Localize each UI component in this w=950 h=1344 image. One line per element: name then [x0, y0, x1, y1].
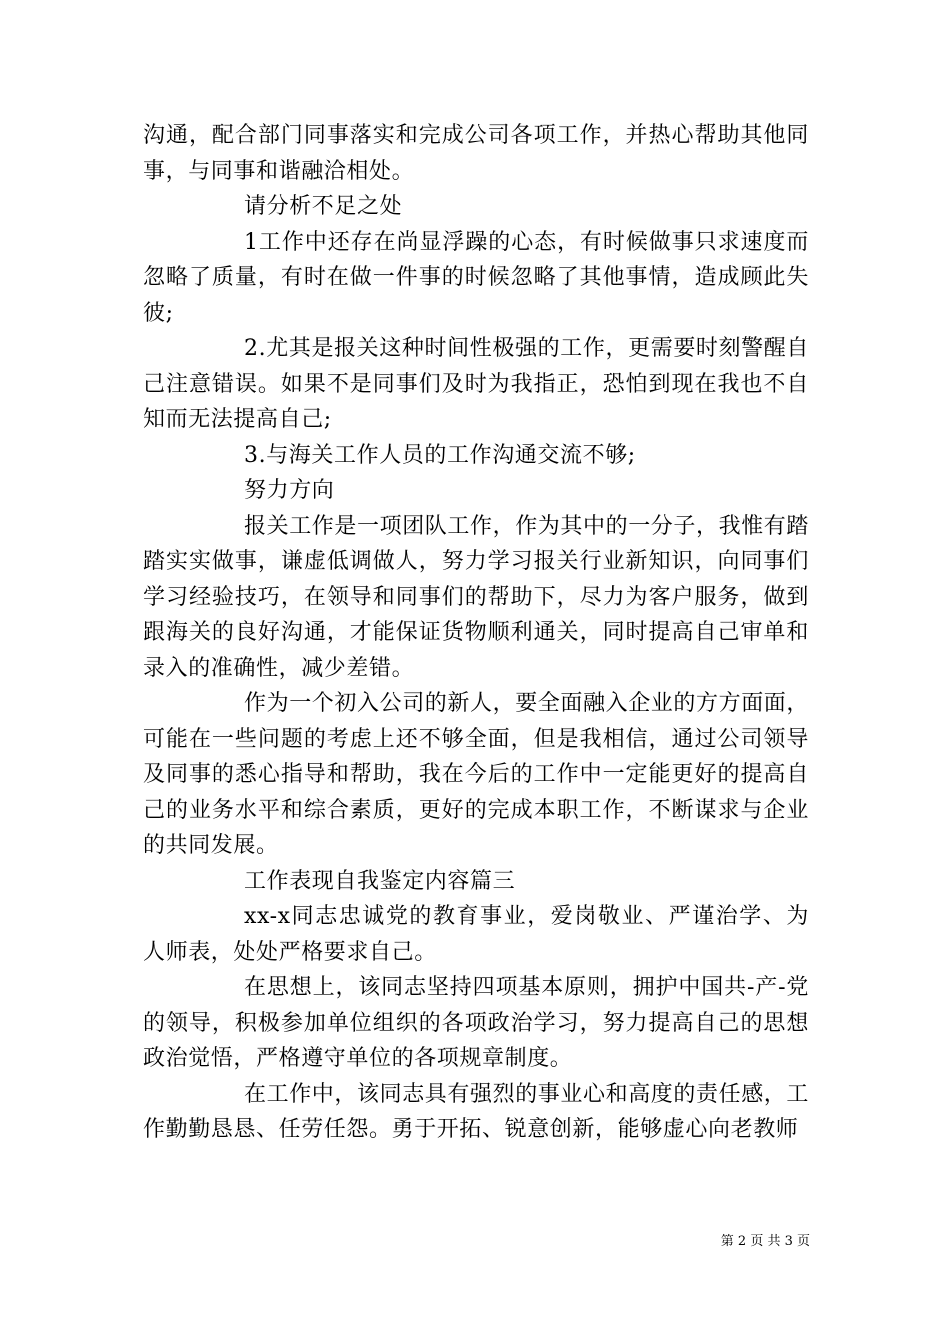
paragraph-work: 在工作中，该同志具有强烈的事业心和高度的责任感，工作勤勤恳恳、任劳任怨。勇于开拓、锐意创新，能够虚心向老教师 — [143, 1081, 810, 1142]
document-body — [143, 118, 809, 1148]
heading-direction: 努力方向 — [244, 478, 335, 503]
paragraph-direction-newcomer: 作为一个初入公司的新人，要全面融入企业的方方面面，可能在一些问题的考虑上还不够全面，但是我相信，通过公司领导及同事的悉心指导和帮助，我在今后的工作中一定能更好的提高自己的业务水平和综合素质，更好的完成本职工作，不断谋求与企业的共同发展。 — [143, 691, 810, 858]
paragraph-part-three-intro: xx-x同志忠诚党的教育事业，爱岗敬业、严谨治学、为人师表，处处严格要求自己。 — [143, 904, 809, 965]
paragraph-direction-teamwork: 报关工作是一项团队工作，作为其中的一分子，我惟有踏踏实实做事，谦虚低调做人，努力学习报关行业新知识，向同事们学习经验技巧，在领导和同事们的帮助下，尽力为客户服务，做到跟海关的良好沟通，才能保证货物顺利通关，同时提高自己审单和录入的准确性，减少差错。 — [143, 513, 810, 681]
paragraph-shortcoming-2: 2.尤其是报关这种时间性极强的工作，更需要时刻警醒自己注意错误。如果不是同事们及时为我指正，恐怕到现在我也不自知而无法提高自己; — [143, 336, 809, 432]
section-title-part-three: 工作表现自我鉴定内容篇三 — [244, 868, 516, 894]
paragraph-shortcoming-1: 1工作中还存在尚显浮躁的心态，有时候做事只求速度而忽略了质量，有时在做一件事的时候忽略了其他事情，造成顾此失彼; — [143, 229, 809, 326]
paragraph-shortcoming-3: 3.与海关工作人员的工作沟通交流不够; — [244, 442, 636, 468]
paragraph-continued-communication: 沟通，配合部门同事落实和完成公司各项工作，并热心帮助其他同事，与同事和谐融洽相处。 — [143, 123, 809, 184]
paragraph-ideology: 在思想上，该同志坚持四项基本原则，拥护中国共-产-党的领导，积极参加单位组织的各项政治学习，努力提高自己的思想政治觉悟，严格遵守单位的各项规章制度。 — [143, 975, 809, 1071]
heading-shortcomings: 请分析不足之处 — [244, 194, 403, 219]
page-number-footer: 第 2 页 共 3 页 — [720, 1234, 810, 1249]
